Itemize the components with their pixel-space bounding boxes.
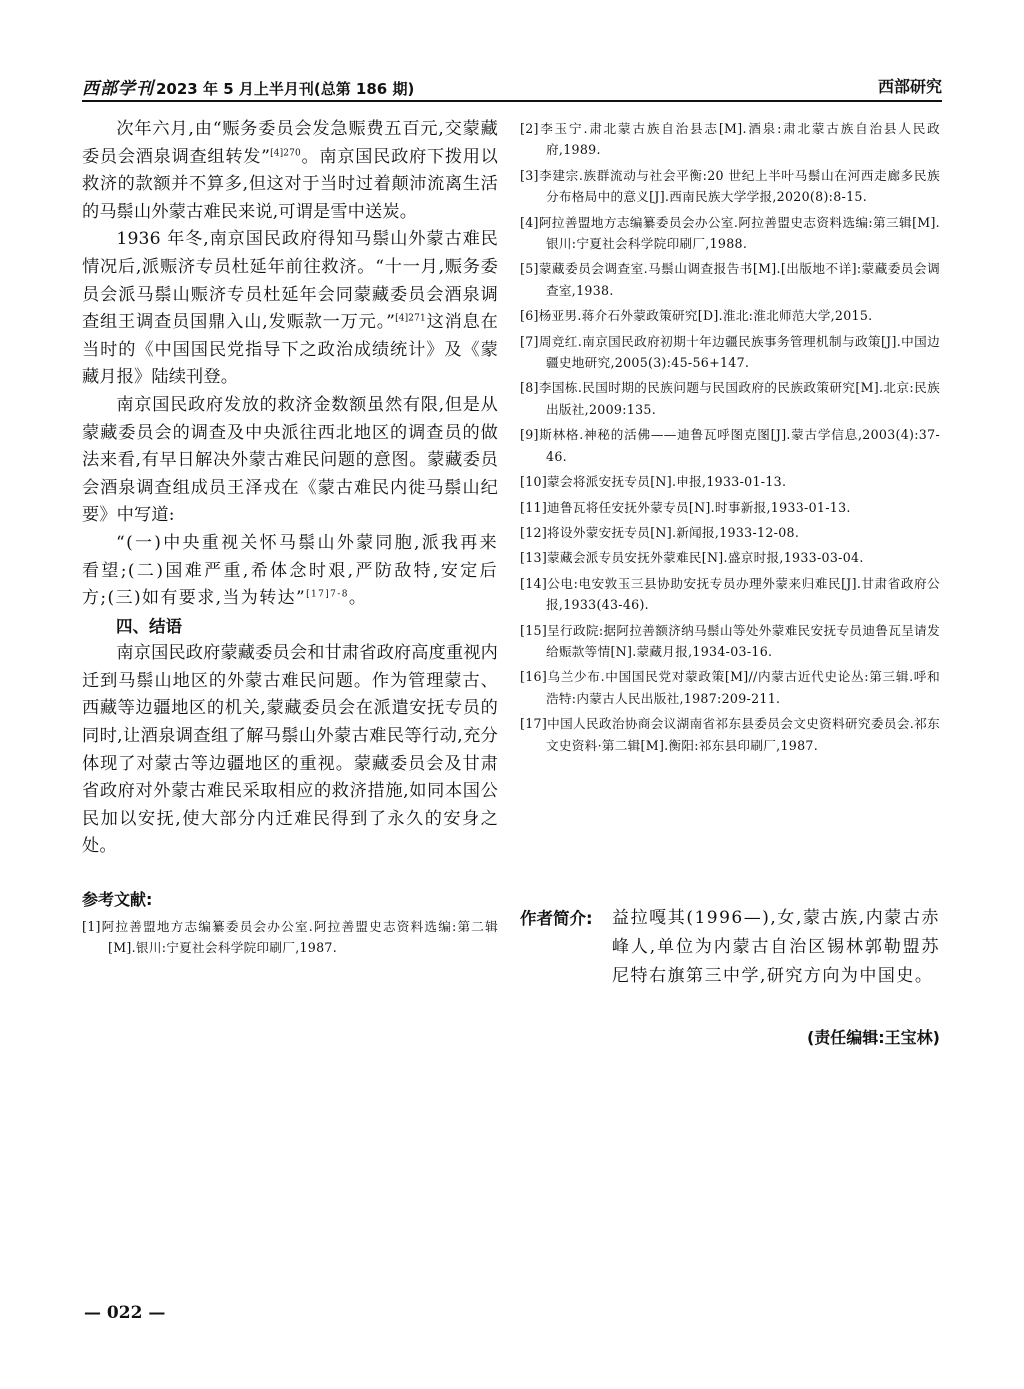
reference-item: [9]斯林格.神秘的活佛——迪鲁瓦呼图克图[J].蒙古学信息,2003(4):37-46.	[520, 427, 940, 464]
reference-item: [2]李玉宁.肃北蒙古族自治县志[M].酒泉:肃北蒙古族自治县人民政府,1989.	[520, 121, 940, 158]
header-left	[82, 74, 414, 99]
reference-item: [8]李国栋.民国时期的民族问题与民国政府的民族政策研究[M].北京:民族出版社,2009:135.	[520, 380, 940, 417]
reference-item: [4]阿拉善盟地方志编纂委员会办公室.阿拉善盟史志资料选编:第三辑[M].银川:宁夏社会科学院印刷厂,1988.	[520, 214, 940, 252]
reference-item: [6]杨亚男.蒋介石外蒙政策研究[D].淮北:淮北师范大学,2015.	[520, 308, 873, 324]
journal-logo: 西部学刊	[82, 79, 154, 99]
issue-info: 2023 年 5 月上半月刊(总第 186 期)	[156, 80, 415, 98]
block-quote: “(一)中央重视关怀马鬃山外蒙同胞,派我再来看望;(二)国难严重,希体念时艰,严防敌特,安定后方;(三)如有要求,当为转达”$^{[17]7-8}$。	[82, 532, 498, 609]
reference-item: [3]李建宗.族群流动与社会平衡:20 世纪上半叶马鬃山在河西走廊多民族分布格局中的意义[J].西南民族大学学报,2020(8):8-15.	[520, 167, 940, 205]
citation: [4]270	[270, 147, 301, 158]
reference-item: [10]蒙会将派安抚专员[N].申报,1933-01-13.	[520, 474, 787, 490]
right-column	[520, 118, 940, 760]
references-title: 参考文献:	[82, 890, 153, 910]
responsible-editor: (责任编辑:王宝林)	[806, 1028, 940, 1047]
reference-item: [5]蒙藏委员会调查室.马鬃山调查报告书[M].[出版地不详]:蒙藏委员会调查室,1938.	[520, 261, 940, 298]
reference-item: [13]蒙藏会派专员安抚外蒙难民[N].盛京时报,1933-03-04.	[520, 550, 864, 566]
reference-item: [12]将设外蒙安抚专员[N].新闻报,1933-12-08.	[520, 524, 800, 540]
reference-item: [16]乌兰少布.中国国民党对蒙政策[M]//内蒙古近代史论丛:第三辑.呼和浩特:内蒙古人民出版社,1987:209-211.	[520, 669, 940, 706]
running-header	[82, 70, 942, 102]
page-number: — 022 —	[84, 1303, 166, 1323]
reference-item: [14]公电:电安敦玉三县协助安抚专员办理外蒙来归难民[J].甘肃省政府公报,1933(43-46).	[520, 575, 940, 613]
author-bio-label: 作者简介:	[520, 909, 593, 928]
citation: [4]271	[395, 313, 426, 324]
section-title: 四、结语	[116, 616, 182, 636]
author-bio-text: 益拉嘎其(1996—),女,蒙古族,内蒙古赤峰人,单位为内蒙古自治区锡林郭勒盟苏尼特右旗第三中学,研究方向为中国史。	[612, 908, 940, 986]
author-bio	[520, 904, 940, 991]
reference-item: [1]阿拉善盟地方志编纂委员会办公室.阿拉善盟史志资料选编:第二辑[M].银川:宁夏社会科学院印刷厂,1987.	[82, 919, 498, 956]
paragraph-2: 1936 年冬,南京国民政府得知马鬃山外蒙古难民情况后,派赈济专员杜延年前往救济。“十一月,赈务委员会派马鬃山赈济专员杜延年会同蒙藏委员会酒泉调查组王调查员国鼎入山,发赈款一万元。”$^{[4]271}$这消息在当时的《中国国民党指导下之政治成绩统计》及《蒙藏月报》陆续刊登。	[82, 229, 498, 388]
citation: [17]7-8	[306, 589, 349, 600]
paragraph-1: 次年六月,由“赈务委员会发急赈费五百元,交蒙藏委员会酒泉调查组转发”$^{[4]270}$。南京国民政府下拨用以救济的款额并不算多,但这对于当时过着颠沛流离生活的马鬃山外蒙古难民来说,可谓是雪中送炭。	[82, 119, 498, 222]
section-name: 西部研究	[877, 77, 942, 96]
paragraph-3: 南京国民政府发放的救济金数额虽然有限,但是从蒙藏委员会的调查及中央派往西北地区的调查员的做法来看,有早日解决外蒙古难民问题的意图。蒙藏委员会酒泉调查组成员王泽戎在《蒙古难民内徙马鬃山纪要》中写道:	[82, 394, 498, 526]
reference-item: [7]周竞红.南京国民政府初期十年边疆民族事务管理机制与政策[J].中国边疆史地研究,2005(3):45-56+147.	[520, 333, 940, 371]
reference-item: [17]中国人民政治协商会议湖南省祁东县委员会文史资料研究委员会.祁东文史资料·第二辑[M].衡阳:祁东县印刷厂,1987.	[520, 716, 940, 753]
reference-item: [11]迪鲁瓦将任安抚外蒙专员[N].时事新报,1933-01-13.	[520, 499, 851, 515]
paragraph-4: 南京国民政府蒙藏委员会和甘肃省政府高度重视内迁到马鬃山地区的外蒙古难民问题。作为管理蒙古、西藏等边疆地区的机关,蒙藏委员会在派遣安抚专员的同时,让酒泉调查组了解马鬃山外蒙古难民等行动,充分体现了对蒙古等边疆地区的重视。蒙藏委员会及甘肃省政府对外蒙古难民采取相应的救济措施,如同本国公民加以安抚,使大部分内迁难民得到了永久的安身之处。	[82, 643, 498, 857]
reference-item: [15]呈行政院:据阿拉善额济纳马鬃山等处外蒙难民安抚专员迪鲁瓦呈请发给赈款等情[N].蒙藏月报,1934-03-16.	[520, 622, 940, 659]
left-column	[82, 116, 498, 963]
